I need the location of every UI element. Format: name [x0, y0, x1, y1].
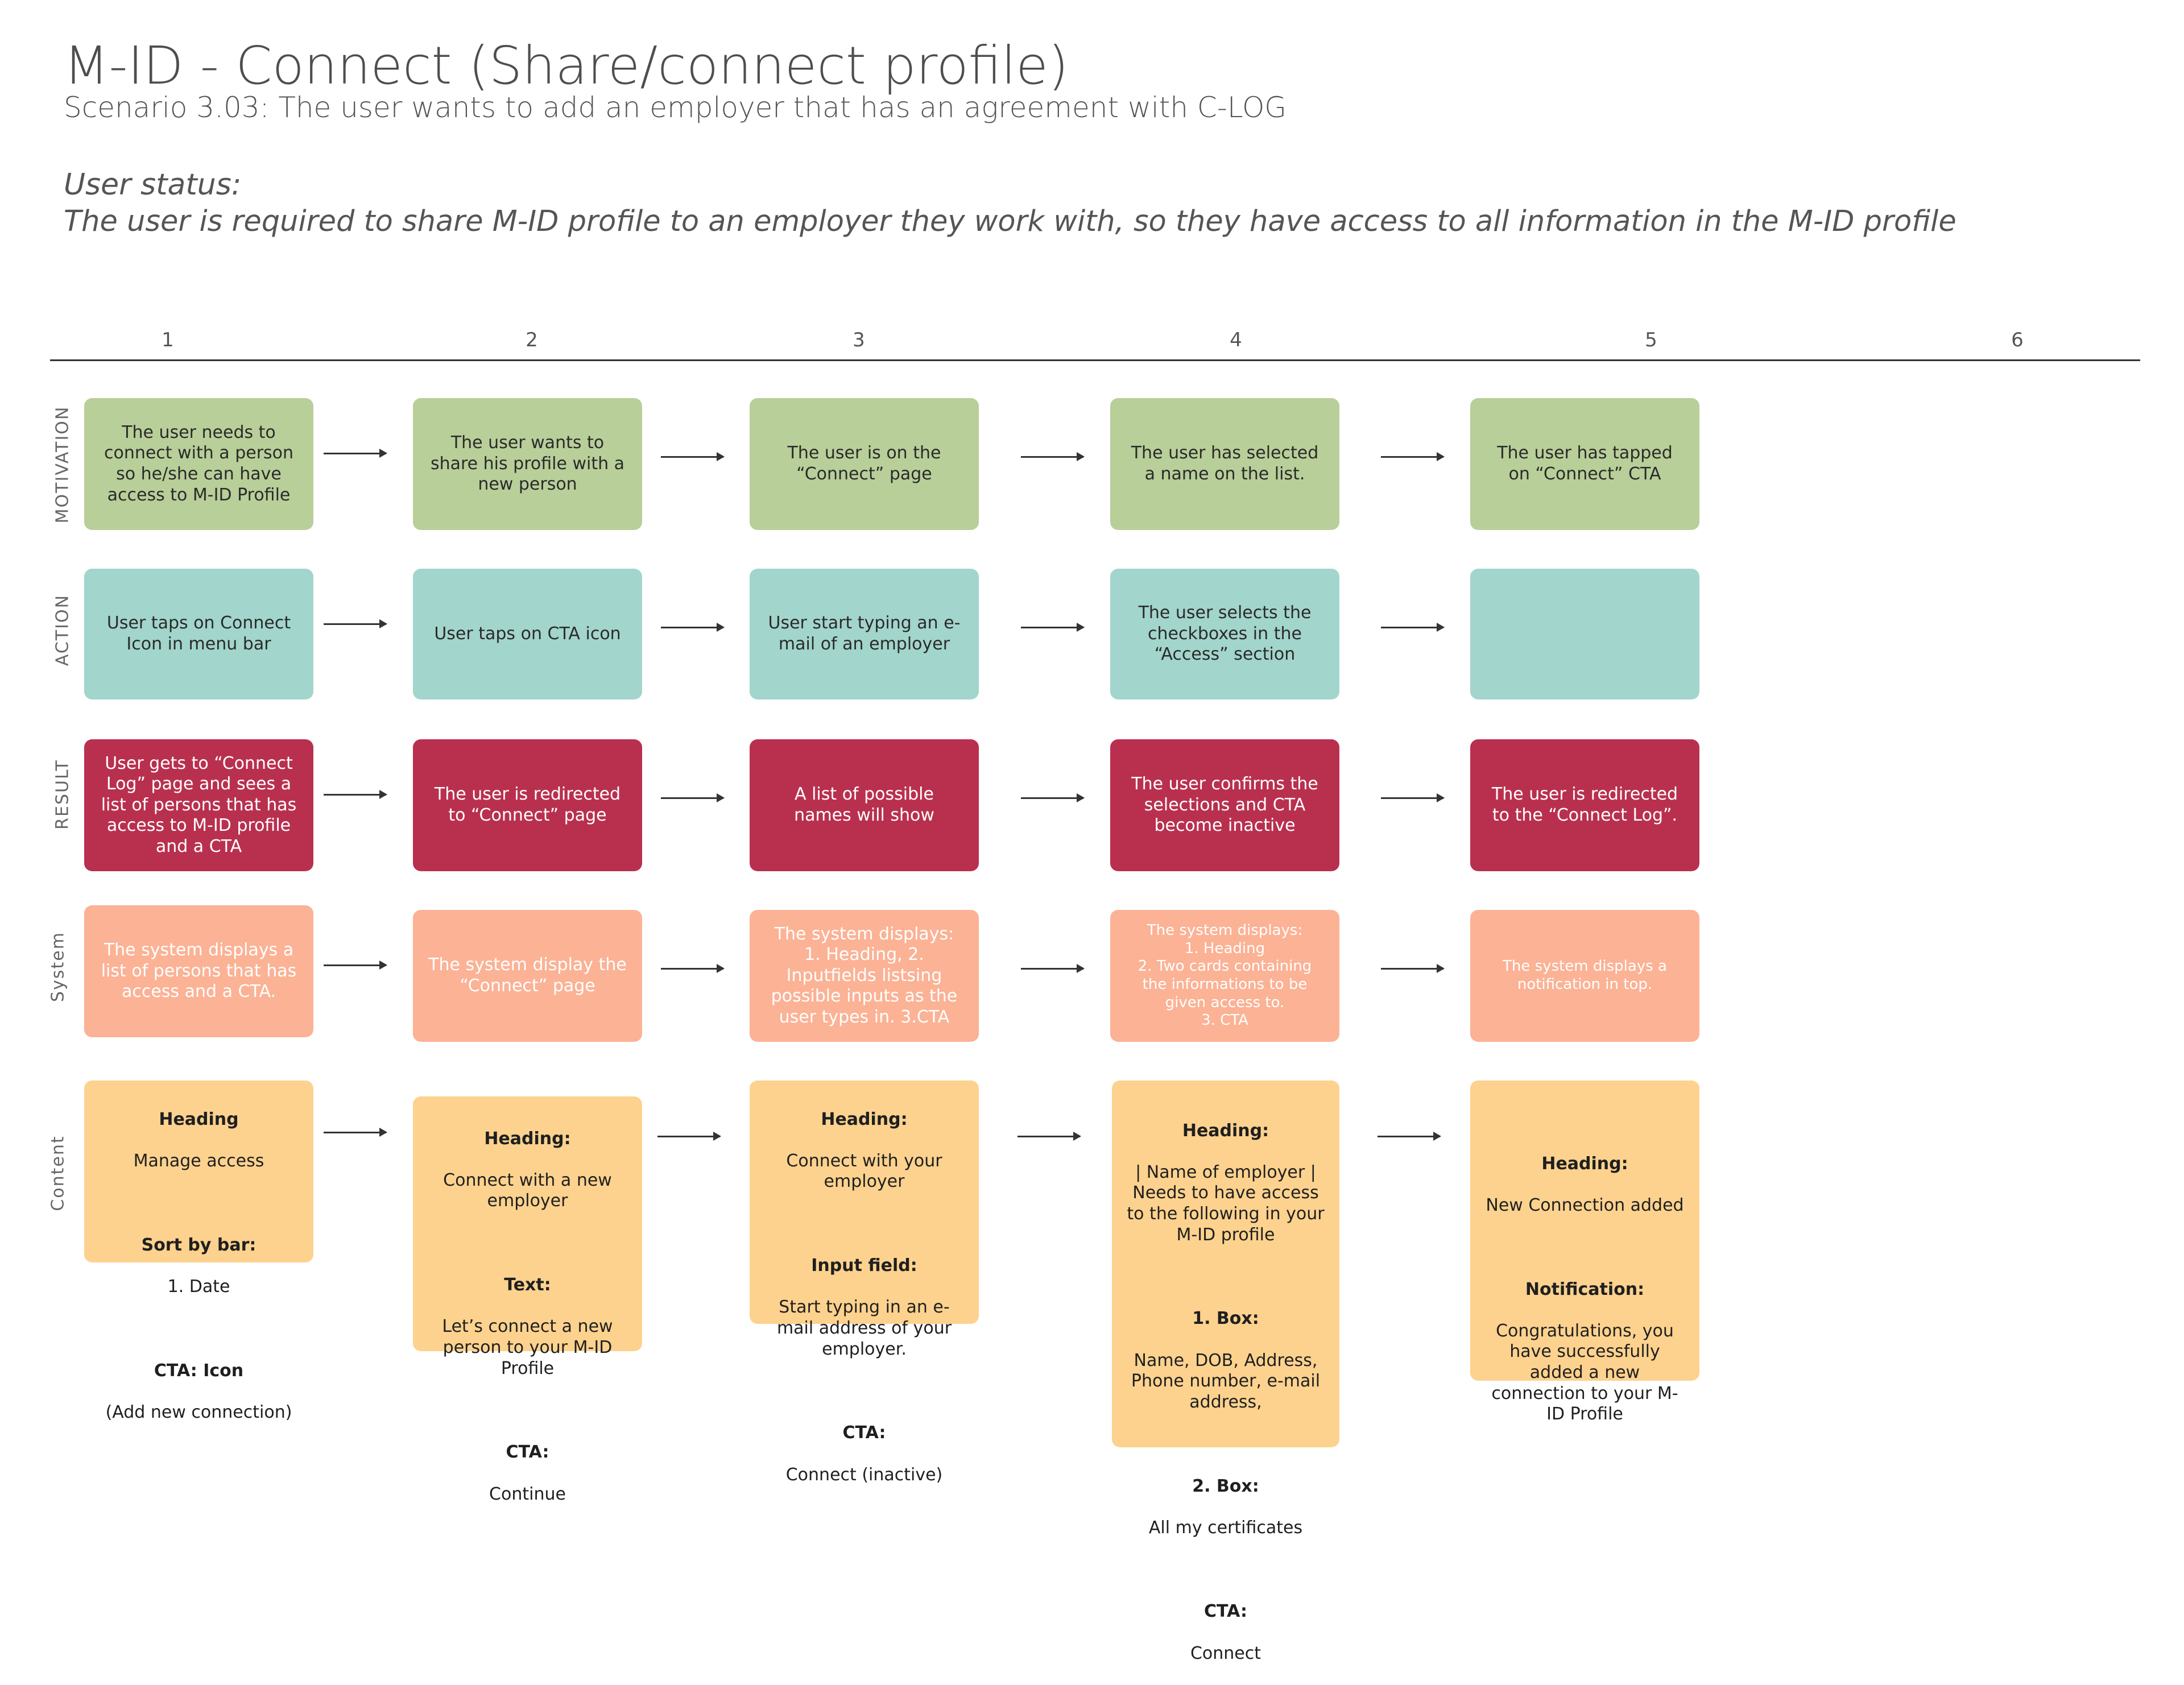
content-text: Connect (inactive): [785, 1464, 943, 1485]
action-card: User taps on CTA icon: [413, 569, 642, 699]
action-card: The user selects the checkboxes in the “Access” section: [1110, 569, 1339, 699]
content-text: All my certificates: [1148, 1517, 1303, 1538]
system-card: The system display the “Connect” page: [413, 910, 642, 1042]
step-number: 5: [1645, 329, 1657, 351]
scenario-subtitle: Scenario 3.03: The user wants to add an employer that has an agreement with C-LOG: [64, 91, 1287, 124]
content-text: Connect with a new employer: [443, 1170, 612, 1211]
flow-arrow: [324, 1132, 386, 1133]
user-status-label: User status:: [64, 168, 242, 202]
flow-arrow: [661, 797, 723, 799]
content-heading: Heading:: [1182, 1120, 1269, 1141]
content-text: Congratulations, you have successfully added a new connection to your M-ID Profile: [1491, 1320, 1678, 1425]
content-card: [750, 1080, 979, 1485]
flow-arrow: [324, 623, 386, 625]
motivation-card: The user needs to connect with a person so he/she can have access to M-ID Profile: [84, 398, 313, 530]
page-title: M-ID - Connect (Share/connect profile): [64, 35, 1069, 96]
content-heading: Sort by bar:: [141, 1235, 257, 1255]
content-heading: Heading: [159, 1109, 239, 1129]
flow-arrow: [1381, 968, 1443, 970]
flow-arrow: [1381, 456, 1443, 458]
content-text: Name, DOB, Address, Phone number, e-mail address,: [1131, 1350, 1321, 1412]
motivation-card: The user has selected a name on the list.: [1110, 398, 1339, 530]
result-card: The user confirms the selections and CTA become inactive: [1110, 739, 1339, 871]
step-number: 6: [2011, 329, 2024, 351]
flow-arrow: [657, 1136, 720, 1137]
header-divider: [50, 359, 2140, 361]
flow-arrow: [1021, 797, 1083, 799]
content-text: Let’s connect a new person to your M-ID Profile: [442, 1316, 613, 1378]
flow-arrow: [1021, 627, 1083, 628]
content-card: [84, 1080, 313, 1422]
content-heading: Heading:: [484, 1128, 571, 1149]
result-card: A list of possible names will show: [750, 739, 979, 871]
result-card: The user is redirected to “Connect” page: [413, 739, 642, 871]
content-text: Start typing in an e-mail address of your employer.: [776, 1297, 952, 1359]
step-number: 2: [526, 329, 538, 351]
motivation-card: The user is on the “Connect” page: [750, 398, 979, 530]
content-card: [413, 1096, 642, 1504]
content-text: Connect: [1190, 1643, 1261, 1663]
action-card: User taps on Connect Icon in menu bar: [84, 569, 313, 699]
system-card: The system displays a list of persons that has access and a CTA.: [84, 905, 313, 1037]
content-heading: 1. Box:: [1192, 1309, 1259, 1329]
result-card: The user is redirected to the “Connect Log”.: [1470, 739, 1699, 871]
content-card: [1470, 1080, 1699, 1425]
flow-arrow: [1378, 1136, 1440, 1137]
content-heading: Heading:: [1541, 1153, 1628, 1174]
content-heading: CTA:: [842, 1423, 886, 1443]
content-text: Manage access: [133, 1150, 264, 1171]
motivation-card: The user has tapped on “Connect” CTA: [1470, 398, 1699, 530]
flow-arrow: [1021, 456, 1083, 458]
flow-arrow: [661, 968, 723, 970]
content-heading: Notification:: [1525, 1279, 1645, 1299]
flow-arrow: [661, 627, 723, 628]
motivation-card: The user wants to share his profile with a new person: [413, 398, 642, 530]
content-heading: Text:: [504, 1275, 551, 1295]
content-text: Connect with your employer: [786, 1150, 942, 1192]
flow-arrow: [324, 794, 386, 796]
content-text: (Add new connection): [105, 1402, 292, 1422]
content-heading: Heading:: [821, 1109, 908, 1129]
flow-arrow: [1021, 968, 1083, 970]
system-card: The system displays: 1. Heading, 2. Inputfields listsing possible inputs as the user types in. 3.CTA: [750, 910, 979, 1042]
content-text: New Connection added: [1486, 1195, 1684, 1215]
content-text: Continue: [489, 1484, 566, 1504]
content-heading: CTA:: [506, 1442, 549, 1463]
content-heading: Input field:: [811, 1256, 917, 1276]
flow-arrow: [1017, 1136, 1080, 1137]
content-text: | Name of employer | Needs to have access to the following in your M-ID profile: [1127, 1162, 1325, 1245]
content-heading: CTA:: [1204, 1601, 1247, 1622]
system-card: The system displays a notification in top.: [1470, 910, 1699, 1042]
content-card: [1112, 1080, 1339, 1663]
flow-arrow: [324, 453, 386, 454]
step-number: 4: [1230, 329, 1242, 351]
action-card: [1470, 569, 1699, 699]
content-heading: CTA: Icon: [154, 1360, 244, 1381]
flow-arrow: [1381, 797, 1443, 799]
step-number: 3: [853, 329, 865, 351]
flow-arrow: [1381, 627, 1443, 628]
action-card: User start typing an e-mail of an employer: [750, 569, 979, 699]
flow-arrow: [324, 964, 386, 966]
user-status-text: The user is required to share M-ID profile to an employer they work with, so they have access to all information in the M-ID profile: [64, 205, 1956, 238]
step-number: 1: [162, 329, 174, 351]
flow-arrow: [661, 456, 723, 458]
content-heading: 2. Box:: [1192, 1476, 1259, 1496]
system-card: The system displays: 1. Heading 2. Two cards containing the informations to be given access to. 3. CTA: [1110, 910, 1339, 1042]
result-card: User gets to “Connect Log” page and sees a list of persons that has access to M-ID profile and a CTA: [84, 739, 313, 871]
content-text: 1. Date: [167, 1276, 230, 1297]
